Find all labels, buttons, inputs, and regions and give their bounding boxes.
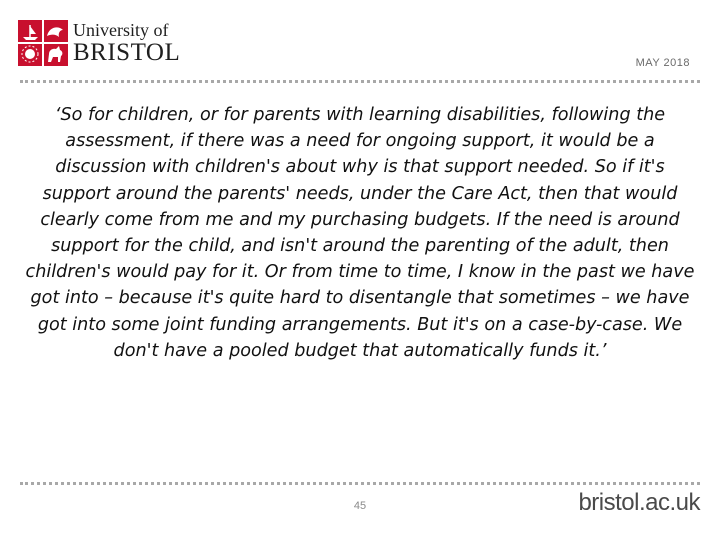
crest-icon <box>18 20 68 66</box>
top-divider <box>20 80 700 83</box>
logo-bristol: BRISTOL <box>73 39 181 66</box>
logo-university-of: University of <box>73 20 169 40</box>
footer-url: bristol.ac.uk <box>578 489 700 516</box>
quote-text: ‘So for children, or for parents with learning disabilities, following the assessment, if there was a need for ongoing support, it would be a discussion with children's about why is that support needed. So if it's support around the parents' needs, under the Care Act, then that would clearly come from me and my purchasing budgets. If the need is around support for the child, and isn't around the parenting of the adult, then children's would pay for it. Or from time to time, I know in the past we have got into – because it's quite hard to disentangle that sometimes – we have got into some joint funding arrangements. But it's on a case-by-case. We don't have a pooled budget that automatically funds it.’ <box>25 105 695 361</box>
logo-text <box>73 20 180 66</box>
university-logo <box>18 20 181 70</box>
page-number: 45 <box>353 500 367 512</box>
slide-date: MAY 2018 <box>635 57 690 69</box>
bottom-divider <box>20 482 700 485</box>
